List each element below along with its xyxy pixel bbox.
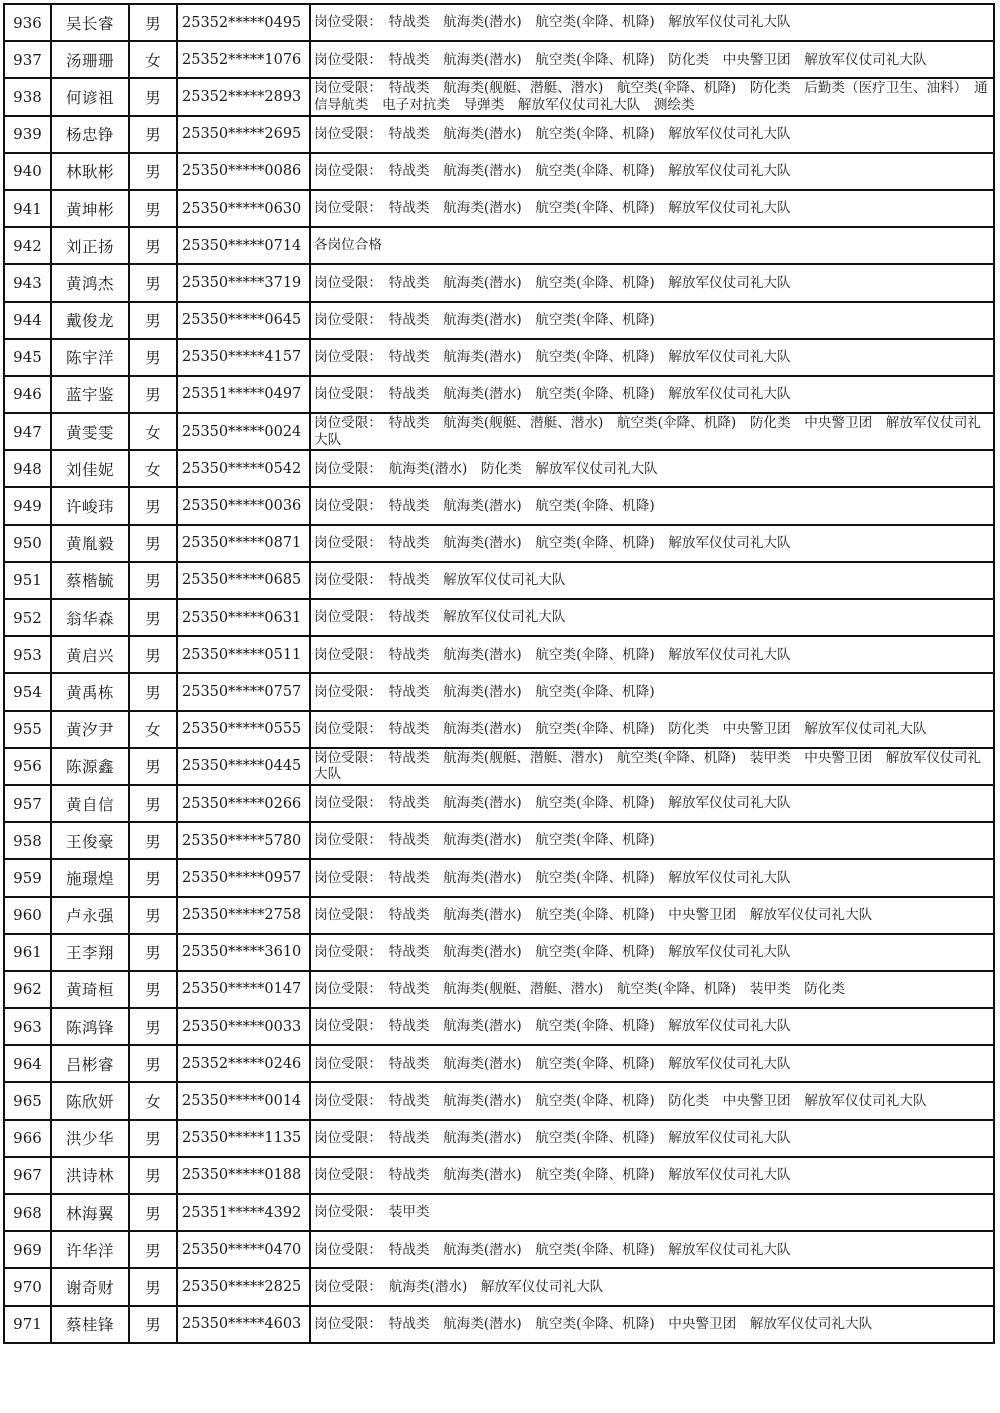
result-cell: 岗位受限： 特战类 航海类(舰艇、潜艇、潜水) 航空类(伞降、机降) 装甲类 中央警卫团 解放军仪仗司礼大队 <box>310 748 994 785</box>
gender-cell: 男 <box>129 1306 177 1343</box>
gender-cell: 男 <box>129 1045 177 1082</box>
gender-cell: 男 <box>129 1268 177 1305</box>
result-cell: 岗位受限： 特战类 航海类(潜水) 航空类(伞降、机降) 解放军仪仗司礼大队 <box>310 190 994 227</box>
result-cell: 岗位受限： 特战类 航海类(潜水) 航空类(伞降、机降) 解放军仪仗司礼大队 <box>310 636 994 673</box>
result-cell: 岗位受限： 特战类 航海类(舰艇、潜艇、潜水) 航空类(伞降、机降) 防化类 中央警卫团 解放军仪仗司礼大队 <box>310 413 994 450</box>
result-cell: 岗位受限： 特战类 航海类(潜水) 航空类(伞降、机降) 解放军仪仗司礼大队 <box>310 1045 994 1082</box>
result-cell: 岗位受限： 特战类 航海类(舰艇、潜艇、潜水) 航空类(伞降、机降) 装甲类 防化类 <box>310 971 994 1008</box>
result-cell: 岗位受限： 特战类 航海类(潜水) 航空类(伞降、机降) 解放军仪仗司礼大队 <box>310 1120 994 1157</box>
row-number-cell: 947 <box>4 413 51 450</box>
gender-cell: 女 <box>129 1082 177 1119</box>
name-cell: 黄自信 <box>51 785 129 822</box>
name-cell: 黄琦桓 <box>51 971 129 1008</box>
name-cell: 刘佳妮 <box>51 450 129 487</box>
table-row <box>4 376 994 413</box>
name-cell: 蔡桂锋 <box>51 1306 129 1343</box>
id-number-cell: 25350*****4157 <box>177 339 310 376</box>
id-number-cell: 25350*****0757 <box>177 673 310 710</box>
name-cell: 黄启兴 <box>51 636 129 673</box>
id-number-cell: 25350*****0470 <box>177 1231 310 1268</box>
table-row <box>4 1157 994 1194</box>
row-number-cell: 948 <box>4 450 51 487</box>
row-number-cell: 944 <box>4 302 51 339</box>
gender-cell: 女 <box>129 413 177 450</box>
gender-cell: 男 <box>129 78 177 115</box>
gender-cell: 男 <box>129 1157 177 1194</box>
row-number-cell: 954 <box>4 673 51 710</box>
table-row <box>4 1194 994 1231</box>
result-cell: 岗位受限： 特战类 航海类(潜水) 航空类(伞降、机降) 中央警卫团 解放军仪仗司礼大队 <box>310 1306 994 1343</box>
row-number-cell: 969 <box>4 1231 51 1268</box>
gender-cell: 女 <box>129 711 177 748</box>
table-row <box>4 227 994 264</box>
row-number-cell: 966 <box>4 1120 51 1157</box>
table-row <box>4 153 994 190</box>
row-number-cell: 968 <box>4 1194 51 1231</box>
name-cell: 刘正扬 <box>51 227 129 264</box>
name-cell: 吴长睿 <box>51 4 129 41</box>
id-number-cell: 25350*****0266 <box>177 785 310 822</box>
table-row <box>4 859 994 896</box>
table-row <box>4 1008 994 1045</box>
gender-cell: 男 <box>129 1008 177 1045</box>
row-number-cell: 953 <box>4 636 51 673</box>
result-cell: 岗位受限： 特战类 航海类(潜水) 航空类(伞降、机降) 解放军仪仗司礼大队 <box>310 785 994 822</box>
results-sheet <box>3 3 993 1344</box>
result-cell: 各岗位合格 <box>310 227 994 264</box>
table-row <box>4 1045 994 1082</box>
result-cell: 岗位受限： 特战类 航海类(潜水) 航空类(伞降、机降) 解放军仪仗司礼大队 <box>310 859 994 896</box>
gender-cell: 男 <box>129 525 177 562</box>
id-number-cell: 25350*****0714 <box>177 227 310 264</box>
gender-cell: 女 <box>129 41 177 78</box>
gender-cell: 男 <box>129 599 177 636</box>
result-cell: 岗位受限： 特战类 航海类(潜水) 航空类(伞降、机降) 解放军仪仗司礼大队 <box>310 934 994 971</box>
result-cell: 岗位受限： 特战类 航海类(潜水) 航空类(伞降、机降) 防化类 中央警卫团 解放军仪仗司礼大队 <box>310 1082 994 1119</box>
id-number-cell: 25350*****2695 <box>177 116 310 153</box>
id-number-cell: 25350*****3610 <box>177 934 310 971</box>
table-row <box>4 636 994 673</box>
gender-cell: 男 <box>129 897 177 934</box>
id-number-cell: 25350*****0645 <box>177 302 310 339</box>
row-number-cell: 949 <box>4 487 51 524</box>
table-row <box>4 562 994 599</box>
result-cell: 岗位受限： 特战类 航海类(潜水) 航空类(伞降、机降) 解放军仪仗司礼大队 <box>310 264 994 301</box>
name-cell: 许华洋 <box>51 1231 129 1268</box>
name-cell: 许峻玮 <box>51 487 129 524</box>
table-row <box>4 264 994 301</box>
name-cell: 洪诗林 <box>51 1157 129 1194</box>
row-number-cell: 958 <box>4 822 51 859</box>
id-number-cell: 25350*****3719 <box>177 264 310 301</box>
gender-cell: 男 <box>129 748 177 785</box>
id-number-cell: 25350*****0147 <box>177 971 310 1008</box>
table-row <box>4 339 994 376</box>
table-row <box>4 302 994 339</box>
gender-cell: 男 <box>129 227 177 264</box>
table-row <box>4 1231 994 1268</box>
gender-cell: 男 <box>129 264 177 301</box>
gender-cell: 男 <box>129 934 177 971</box>
gender-cell: 女 <box>129 450 177 487</box>
name-cell: 汤珊珊 <box>51 41 129 78</box>
gender-cell: 男 <box>129 487 177 524</box>
result-cell: 岗位受限： 特战类 航海类(潜水) 航空类(伞降、机降) <box>310 487 994 524</box>
id-number-cell: 25350*****0014 <box>177 1082 310 1119</box>
gender-cell: 男 <box>129 302 177 339</box>
result-cell: 岗位受限： 特战类 航海类(潜水) 航空类(伞降、机降) 解放军仪仗司礼大队 <box>310 153 994 190</box>
table-row <box>4 711 994 748</box>
gender-cell: 男 <box>129 116 177 153</box>
result-cell: 岗位受限： 特战类 航海类(潜水) 航空类(伞降、机降) 解放军仪仗司礼大队 <box>310 1008 994 1045</box>
name-cell: 黄汐尹 <box>51 711 129 748</box>
table-row <box>4 525 994 562</box>
name-cell: 戴俊龙 <box>51 302 129 339</box>
gender-cell: 男 <box>129 673 177 710</box>
name-cell: 王俊豪 <box>51 822 129 859</box>
name-cell: 林海翼 <box>51 1194 129 1231</box>
gender-cell: 男 <box>129 785 177 822</box>
id-number-cell: 25350*****0033 <box>177 1008 310 1045</box>
row-number-cell: 959 <box>4 859 51 896</box>
result-cell: 岗位受限： 特战类 航海类(潜水) 航空类(伞降、机降) 解放军仪仗司礼大队 <box>310 1231 994 1268</box>
row-number-cell: 961 <box>4 934 51 971</box>
result-cell: 岗位受限： 特战类 解放军仪仗司礼大队 <box>310 562 994 599</box>
id-number-cell: 25350*****0542 <box>177 450 310 487</box>
table-row <box>4 413 994 450</box>
name-cell: 王李翔 <box>51 934 129 971</box>
gender-cell: 男 <box>129 822 177 859</box>
table-row <box>4 971 994 1008</box>
name-cell: 林耿彬 <box>51 153 129 190</box>
id-number-cell: 25351*****4392 <box>177 1194 310 1231</box>
name-cell: 黄雯雯 <box>51 413 129 450</box>
result-cell: 岗位受限： 特战类 航海类(潜水) 航空类(伞降、机降) 解放军仪仗司礼大队 <box>310 376 994 413</box>
row-number-cell: 962 <box>4 971 51 1008</box>
table-row <box>4 487 994 524</box>
name-cell: 陈宇洋 <box>51 339 129 376</box>
row-number-cell: 965 <box>4 1082 51 1119</box>
name-cell: 黄胤毅 <box>51 525 129 562</box>
row-number-cell: 967 <box>4 1157 51 1194</box>
id-number-cell: 25350*****0511 <box>177 636 310 673</box>
gender-cell: 男 <box>129 636 177 673</box>
id-number-cell: 25350*****5780 <box>177 822 310 859</box>
result-cell: 岗位受限： 特战类 航海类(潜水) 航空类(伞降、机降) <box>310 822 994 859</box>
gender-cell: 男 <box>129 562 177 599</box>
result-cell: 岗位受限： 特战类 航海类(潜水) 航空类(伞降、机降) 解放军仪仗司礼大队 <box>310 525 994 562</box>
row-number-cell: 970 <box>4 1268 51 1305</box>
result-cell: 岗位受限： 特战类 航海类(舰艇、潜艇、潜水) 航空类(伞降、机降) 防化类 后勤类（医疗卫生、油料） 通信导航类 电子对抗类 导弹类 解放军仪仗司礼大队 测绘类 <box>310 78 994 115</box>
result-cell: 岗位受限： 特战类 航海类(潜水) 航空类(伞降、机降) <box>310 302 994 339</box>
row-number-cell: 946 <box>4 376 51 413</box>
name-cell: 黄禹栋 <box>51 673 129 710</box>
gender-cell: 男 <box>129 1194 177 1231</box>
row-number-cell: 951 <box>4 562 51 599</box>
row-number-cell: 956 <box>4 748 51 785</box>
row-number-cell: 963 <box>4 1008 51 1045</box>
id-number-cell: 25350*****2825 <box>177 1268 310 1305</box>
id-number-cell: 25350*****0555 <box>177 711 310 748</box>
name-cell: 何谚祖 <box>51 78 129 115</box>
row-number-cell: 955 <box>4 711 51 748</box>
result-cell: 岗位受限： 特战类 航海类(潜水) 航空类(伞降、机降) <box>310 673 994 710</box>
id-number-cell: 25350*****0036 <box>177 487 310 524</box>
id-number-cell: 25350*****0445 <box>177 748 310 785</box>
table-row <box>4 116 994 153</box>
row-number-cell: 945 <box>4 339 51 376</box>
gender-cell: 男 <box>129 339 177 376</box>
results-table <box>3 3 995 1344</box>
result-cell: 岗位受限： 装甲类 <box>310 1194 994 1231</box>
table-row <box>4 1268 994 1305</box>
result-cell: 岗位受限： 特战类 航海类(潜水) 航空类(伞降、机降) 防化类 中央警卫团 解放军仪仗司礼大队 <box>310 711 994 748</box>
table-row <box>4 41 994 78</box>
result-cell: 岗位受限： 航海类(潜水) 防化类 解放军仪仗司礼大队 <box>310 450 994 487</box>
id-number-cell: 25352*****0246 <box>177 1045 310 1082</box>
id-number-cell: 25350*****0024 <box>177 413 310 450</box>
row-number-cell: 936 <box>4 4 51 41</box>
row-number-cell: 940 <box>4 153 51 190</box>
id-number-cell: 25350*****0188 <box>177 1157 310 1194</box>
id-number-cell: 25352*****0495 <box>177 4 310 41</box>
result-cell: 岗位受限： 特战类 解放军仪仗司礼大队 <box>310 599 994 636</box>
result-cell: 岗位受限： 特战类 航海类(潜水) 航空类(伞降、机降) 中央警卫团 解放军仪仗司礼大队 <box>310 897 994 934</box>
id-number-cell: 25352*****1076 <box>177 41 310 78</box>
name-cell: 杨忠铮 <box>51 116 129 153</box>
name-cell: 施璟煌 <box>51 859 129 896</box>
table-row <box>4 78 994 115</box>
table-row <box>4 4 994 41</box>
id-number-cell: 25350*****0871 <box>177 525 310 562</box>
row-number-cell: 943 <box>4 264 51 301</box>
table-row <box>4 822 994 859</box>
result-cell: 岗位受限： 特战类 航海类(潜水) 航空类(伞降、机降) 解放军仪仗司礼大队 <box>310 4 994 41</box>
row-number-cell: 950 <box>4 525 51 562</box>
id-number-cell: 25350*****0685 <box>177 562 310 599</box>
table-row <box>4 1082 994 1119</box>
table-row <box>4 1120 994 1157</box>
name-cell: 洪少华 <box>51 1120 129 1157</box>
gender-cell: 男 <box>129 1120 177 1157</box>
id-number-cell: 25350*****0957 <box>177 859 310 896</box>
gender-cell: 男 <box>129 859 177 896</box>
gender-cell: 男 <box>129 376 177 413</box>
table-row <box>4 934 994 971</box>
name-cell: 黄鸿杰 <box>51 264 129 301</box>
result-cell: 岗位受限： 航海类(潜水) 解放军仪仗司礼大队 <box>310 1268 994 1305</box>
id-number-cell: 25350*****2758 <box>177 897 310 934</box>
result-cell: 岗位受限： 特战类 航海类(潜水) 航空类(伞降、机降) 解放军仪仗司礼大队 <box>310 339 994 376</box>
table-row <box>4 897 994 934</box>
table-row <box>4 599 994 636</box>
name-cell: 陈鸿锋 <box>51 1008 129 1045</box>
name-cell: 蓝宇鉴 <box>51 376 129 413</box>
table-row <box>4 673 994 710</box>
gender-cell: 男 <box>129 4 177 41</box>
gender-cell: 男 <box>129 153 177 190</box>
row-number-cell: 942 <box>4 227 51 264</box>
row-number-cell: 964 <box>4 1045 51 1082</box>
row-number-cell: 937 <box>4 41 51 78</box>
row-number-cell: 938 <box>4 78 51 115</box>
gender-cell: 男 <box>129 1231 177 1268</box>
result-cell: 岗位受限： 特战类 航海类(潜水) 航空类(伞降、机降) 解放军仪仗司礼大队 <box>310 116 994 153</box>
result-cell: 岗位受限： 特战类 航海类(潜水) 航空类(伞降、机降) 解放军仪仗司礼大队 <box>310 1157 994 1194</box>
gender-cell: 男 <box>129 190 177 227</box>
id-number-cell: 25350*****0630 <box>177 190 310 227</box>
table-row <box>4 785 994 822</box>
name-cell: 陈欣妍 <box>51 1082 129 1119</box>
name-cell: 黄坤彬 <box>51 190 129 227</box>
row-number-cell: 941 <box>4 190 51 227</box>
name-cell: 翁华森 <box>51 599 129 636</box>
table-row <box>4 1306 994 1343</box>
row-number-cell: 952 <box>4 599 51 636</box>
name-cell: 吕彬睿 <box>51 1045 129 1082</box>
table-body <box>4 4 994 1343</box>
table-row <box>4 190 994 227</box>
table-row <box>4 450 994 487</box>
name-cell: 谢奇财 <box>51 1268 129 1305</box>
row-number-cell: 960 <box>4 897 51 934</box>
id-number-cell: 25352*****2893 <box>177 78 310 115</box>
name-cell: 陈源鑫 <box>51 748 129 785</box>
id-number-cell: 25350*****4603 <box>177 1306 310 1343</box>
gender-cell: 男 <box>129 971 177 1008</box>
row-number-cell: 971 <box>4 1306 51 1343</box>
id-number-cell: 25350*****1135 <box>177 1120 310 1157</box>
table-row <box>4 748 994 785</box>
result-cell: 岗位受限： 特战类 航海类(潜水) 航空类(伞降、机降) 防化类 中央警卫团 解放军仪仗司礼大队 <box>310 41 994 78</box>
name-cell: 卢永强 <box>51 897 129 934</box>
row-number-cell: 939 <box>4 116 51 153</box>
id-number-cell: 25351*****0497 <box>177 376 310 413</box>
id-number-cell: 25350*****0086 <box>177 153 310 190</box>
name-cell: 蔡楷毓 <box>51 562 129 599</box>
id-number-cell: 25350*****0631 <box>177 599 310 636</box>
row-number-cell: 957 <box>4 785 51 822</box>
